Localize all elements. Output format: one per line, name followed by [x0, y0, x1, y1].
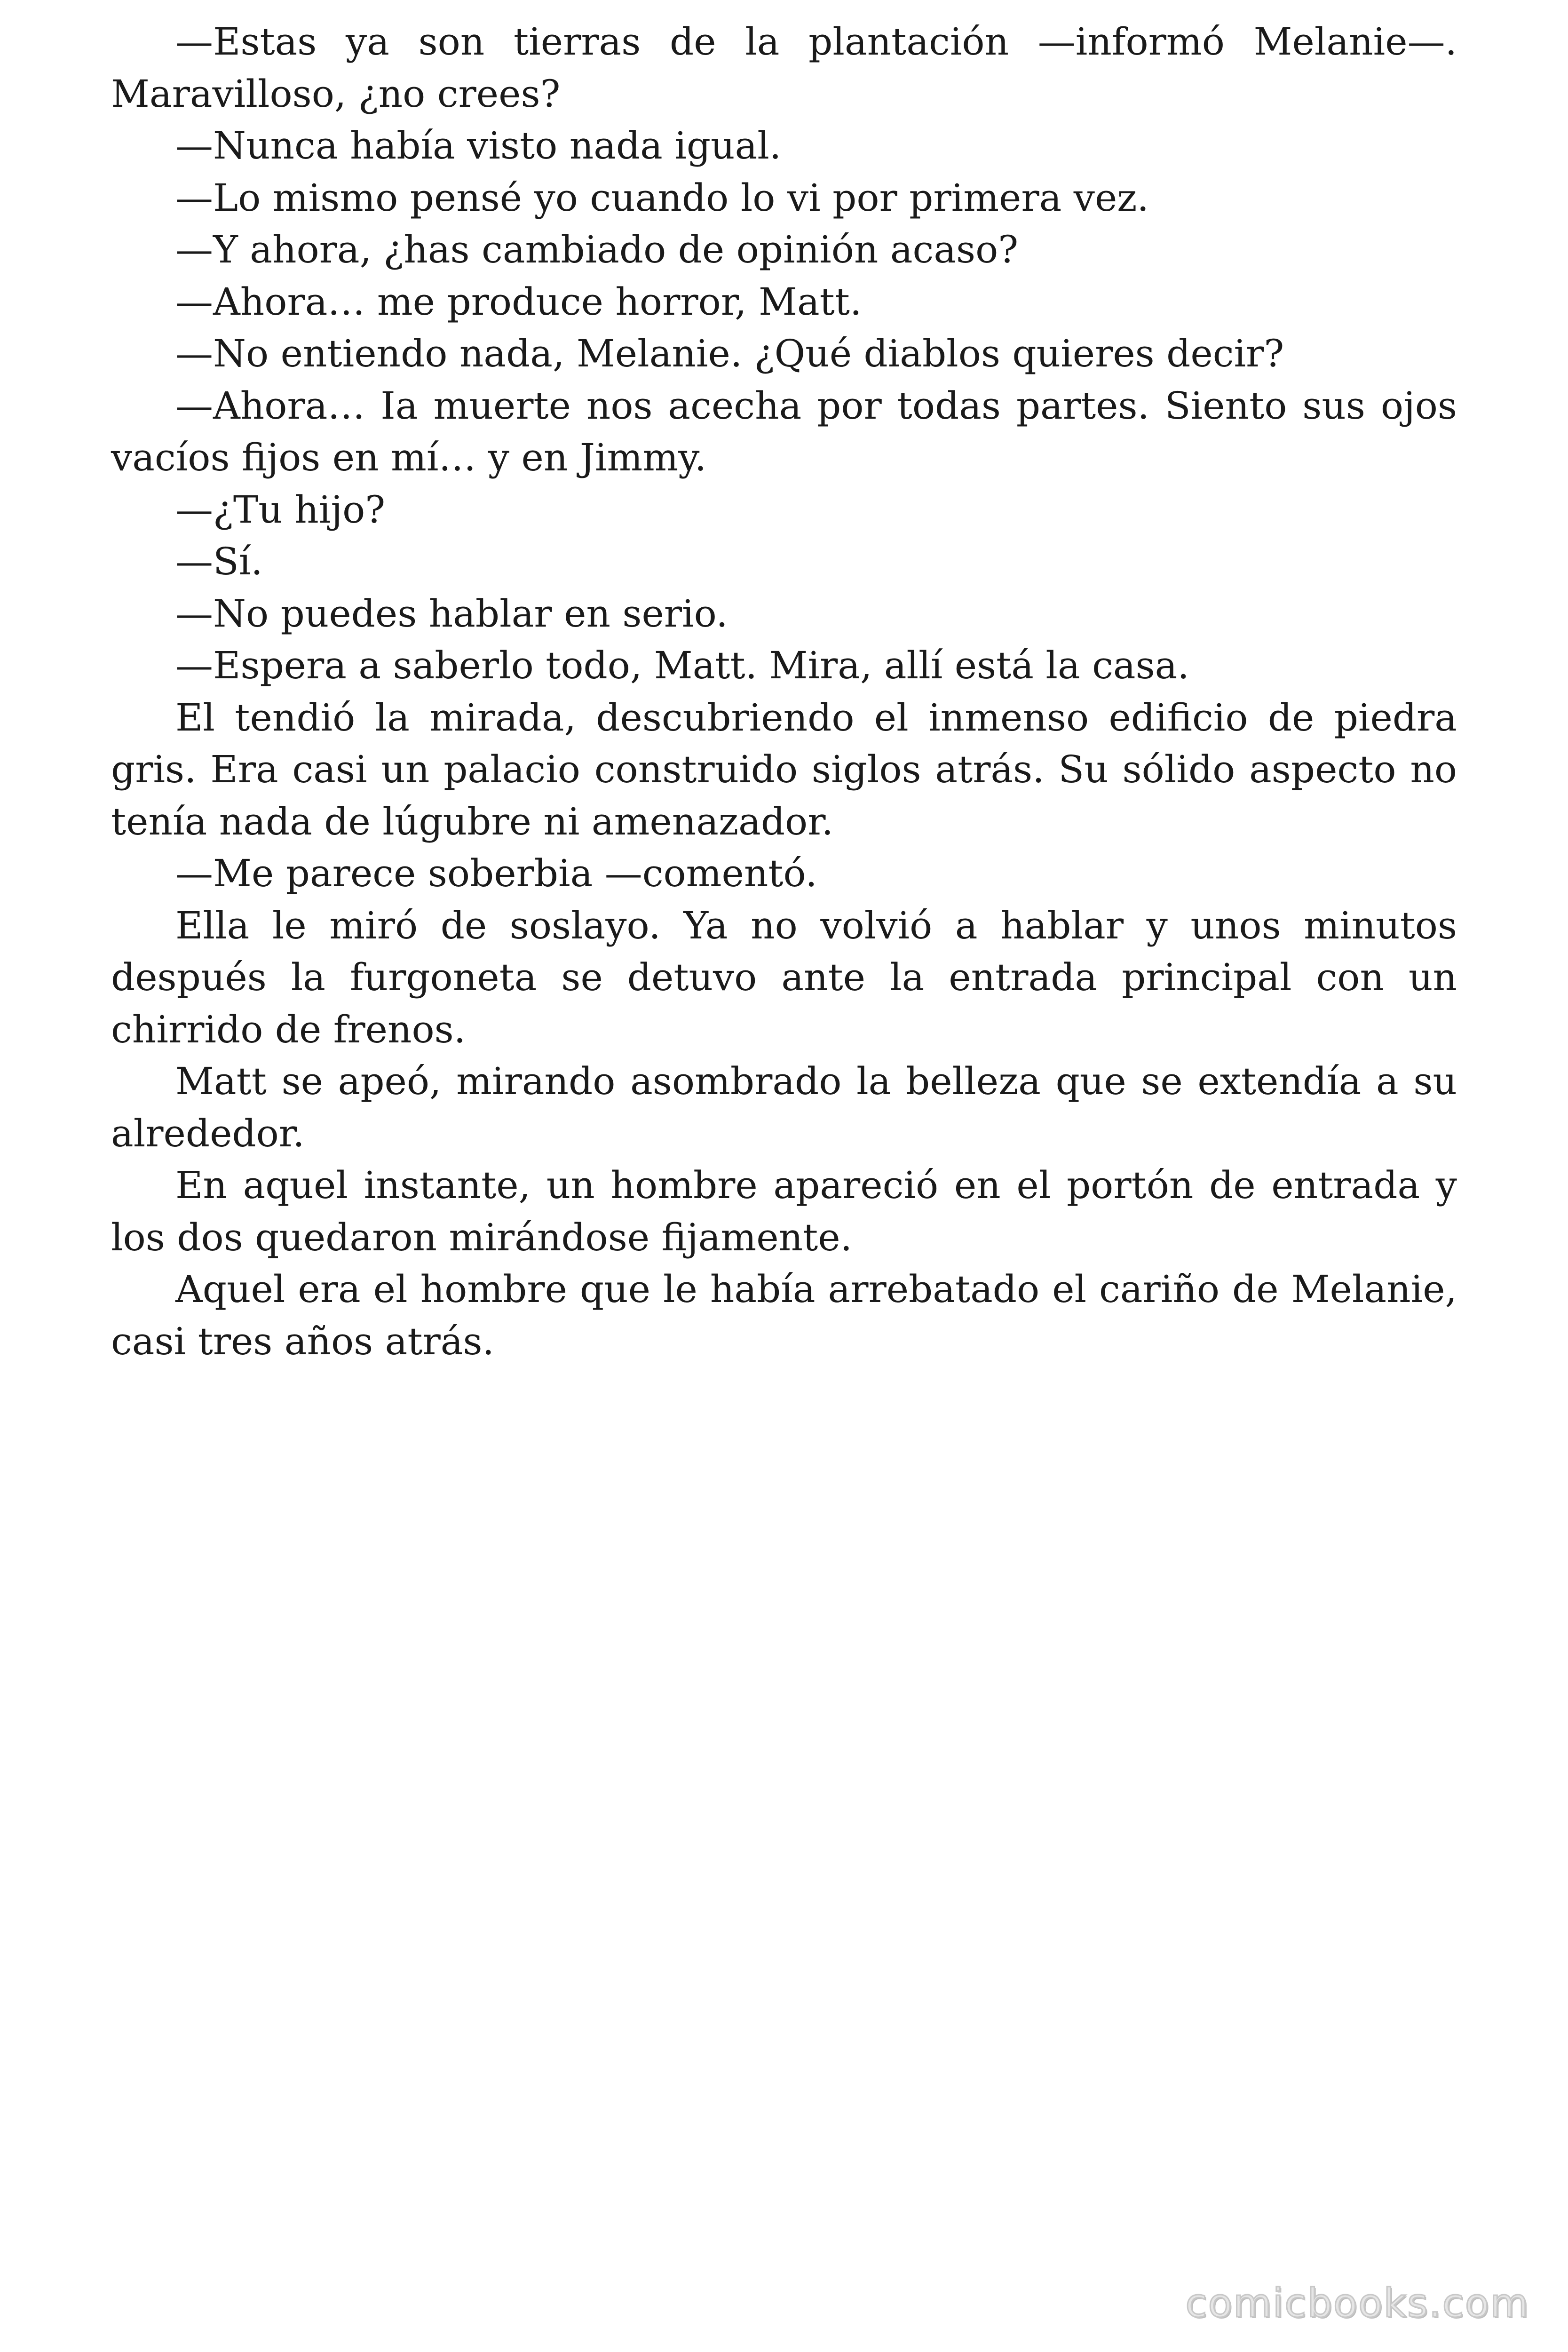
paragraph-9: —Sí. [175, 540, 263, 583]
paragraph-2: —Nunca había visto nada igual. [175, 124, 782, 167]
paragraph-10: —No puedes hablar en serio. [175, 591, 728, 636]
paragraph-13: —Me parece soberbia —comentó. [175, 851, 817, 895]
paragraph-16: En aquel instante, un hombre apareció en el portón de entrada y los dos quedaron mirándose fijamente. [111, 1163, 1457, 1259]
paragraph-11: —Espera a saberlo todo, Matt. Mira, allí está la casa. [175, 644, 1189, 687]
paragraph-14: Ella le miró de soslayo. Ya no volvió a hablar y unos minutos después la furgoneta se detuvo ante la entrada principal con un chirrido de frenos. [111, 903, 1457, 1051]
paragraph-4: —Y ahora, ¿has cambiado de opinión acaso? [175, 228, 1019, 271]
site-watermark: comicbooks.com [1185, 2280, 1529, 2326]
paragraph-12: El tendió la mirada, descubriendo el inmenso edificio de piedra gris. Era casi un palacio construido siglos atrás. Su sólido aspecto no tenía nada de lúgubre ni amenazador. [111, 695, 1457, 843]
paragraph-5: —Ahora… me produce horror, Matt. [175, 279, 862, 324]
body-text [111, 16, 1457, 1367]
paragraph-1: —Estas ya son tierras de la plantación —informó Melanie—. Maravilloso, ¿no crees? [111, 20, 1457, 116]
paragraph-3: —Lo mismo pensé yo cuando lo vi por primera vez. [175, 175, 1149, 220]
paragraph-17: Aquel era el hombre que le había arrebatado el cariño de Melanie, casi tres años atrás. [111, 1267, 1457, 1363]
paragraph-15: Matt se apeó, mirando asombrado la belleza que se extendía a su alrededor. [111, 1059, 1457, 1155]
paragraph-7: —Ahora… Ia muerte nos acecha por todas partes. Siento sus ojos vacíos fijos en mí… y en Jimmy. [111, 383, 1457, 479]
paragraph-6: —No entiendo nada, Melanie. ¿Qué diablos quieres decir? [175, 332, 1284, 375]
paragraph-8: —¿Tu hijo? [175, 487, 386, 532]
